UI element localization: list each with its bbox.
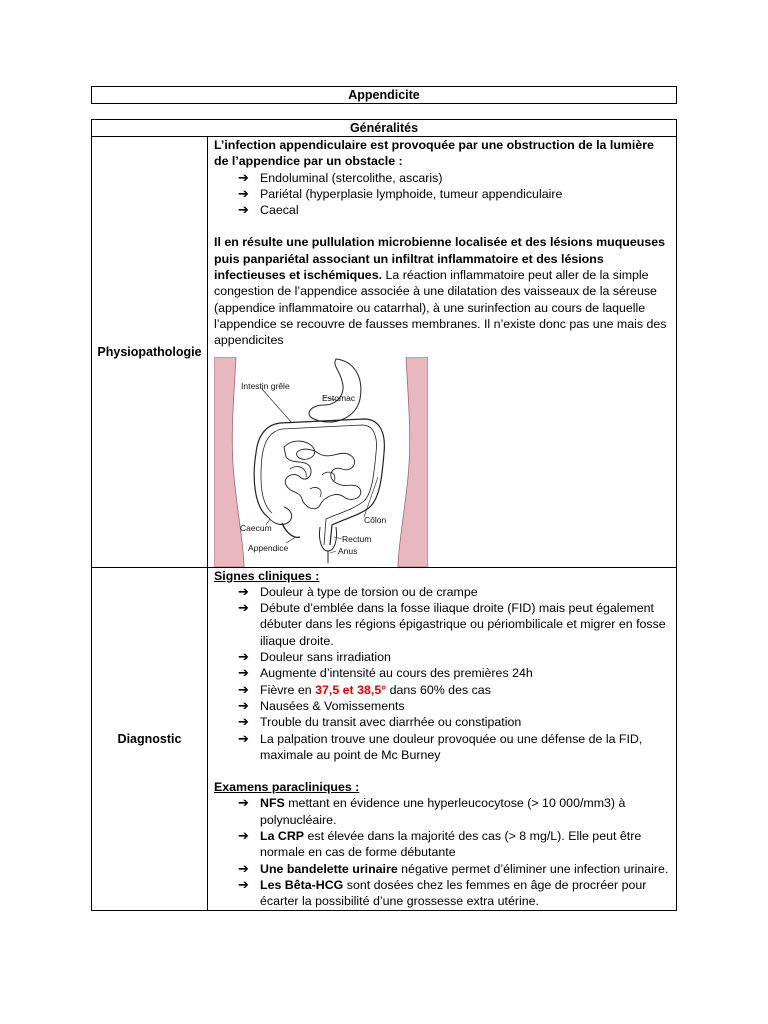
arrow-icon: ➔ (238, 665, 249, 681)
diag-label: Diagnostic (92, 567, 208, 910)
diag-row (92, 567, 677, 910)
list-item: ➔ Nausées & Vomissements (238, 697, 405, 713)
digestive-anatomy-figure (214, 357, 428, 567)
list-item: ➔ Endoluminal (stercolithe, ascaris) (238, 169, 443, 185)
list-item: ➔ Débute d’emblée dans la fosse iliaque droite (FID) mais peut également débuter dans les régions épigastrique ou périombilicale et migrer en fosse iliaque droite. (238, 600, 666, 648)
list-item: ➔ Augmente d’intensité au cours des premières 24h (238, 665, 533, 681)
arrow-icon: ➔ (238, 169, 249, 185)
generalites-table (91, 119, 677, 911)
label-intestin: Intestin grêle (241, 380, 290, 391)
arrow-icon: ➔ (238, 714, 249, 730)
list-item: ➔ Fièvre en 37,5 et 38,5° dans 60% des cas (238, 681, 491, 697)
list-item: ➔ Pariétal (hyperplasie lymphoide, tumeur appendiculaire (238, 185, 563, 201)
arrow-icon: ➔ (238, 828, 249, 844)
cause-list (214, 170, 671, 219)
list-item: ➔ La CRP est élevée dans la majorité des cas (> 8 mg/L). Elle peut être normale en cas de forme débutante (238, 828, 642, 860)
fever-range: 37,5 et 38,5° (315, 682, 387, 697)
arrow-icon: ➔ (238, 681, 249, 697)
list-item: ➔ Douleur à type de torsion ou de crampe (238, 583, 478, 599)
arrow-icon: ➔ (238, 876, 249, 892)
label-anus: Anus (338, 545, 358, 556)
list-item: ➔ Trouble du transit avec diarrhée ou constipation (238, 714, 522, 730)
list-item: ➔ Une bandelette urinaire négative permet d’éliminer une infection urinaire. (238, 860, 669, 876)
physio-paragraph: Il en résulte une pullulation microbienne localisée et des lésions muqueuses puis panpariétal associant un infiltrat inflammatoire et des lésions infectieuses et ischémiques. La réaction inflammatoire peut aller de la simple congestion de l’appendice associée à une dilatation des vaisseaux de la séreuse (appendice inflammatoire ou catarrhal), à une surinfection au cours de laquelle l’appendice se recouvre de fausses membranes. Il n’existe donc pas une mais des appendicites (214, 235, 667, 348)
list-item: ➔ Les Bêta-HCG sont dosées chez les femmes en âge de procréer pour écarter la possibilité d’une grossesse extra utérine. (238, 876, 647, 909)
arrow-icon: ➔ (238, 202, 249, 218)
arrow-icon: ➔ (238, 583, 249, 599)
arrow-icon: ➔ (238, 795, 249, 811)
physio-label: Physiopathologie (92, 137, 208, 568)
label-estomac: Estomac (322, 392, 356, 403)
diag-content (208, 567, 677, 910)
exam-title: Examens paracliniques : (214, 780, 360, 795)
table-header: Généralités (92, 120, 677, 137)
list-item: ➔ NFS mettant en évidence une hyperleucocytose (> 10 000/mm3) à polynucléaire. (238, 795, 626, 827)
arrow-icon: ➔ (238, 697, 249, 713)
list-item: ➔ La palpation trouve une douleur provoquée ou une défense de la FID, maximale au point de Mc Burney (238, 730, 643, 762)
label-colon: Côlon (364, 514, 387, 525)
arrow-icon: ➔ (238, 600, 249, 616)
physio-content (208, 137, 677, 568)
label-rectum: Rectum (342, 533, 372, 544)
signes-list (214, 584, 671, 763)
arrow-icon: ➔ (238, 649, 249, 665)
signes-title: Signes cliniques : (214, 568, 320, 583)
exam-list (214, 795, 671, 909)
table-header-row (92, 120, 677, 137)
arrow-icon: ➔ (238, 730, 249, 746)
label-appendice: Appendice (248, 542, 289, 553)
physio-intro: L’infection appendiculaire est provoquée par une obstruction de la lumière de l’appendice par un obstacle : (214, 138, 654, 169)
arrow-icon: ➔ (238, 185, 249, 201)
list-item: ➔ Douleur sans irradiation (238, 649, 391, 665)
document-title: Appendicite (91, 86, 677, 104)
label-caecum: Caecum (240, 522, 272, 533)
arrow-icon: ➔ (238, 860, 249, 876)
physio-row (92, 137, 677, 568)
list-item: ➔ Caecal (238, 202, 299, 218)
